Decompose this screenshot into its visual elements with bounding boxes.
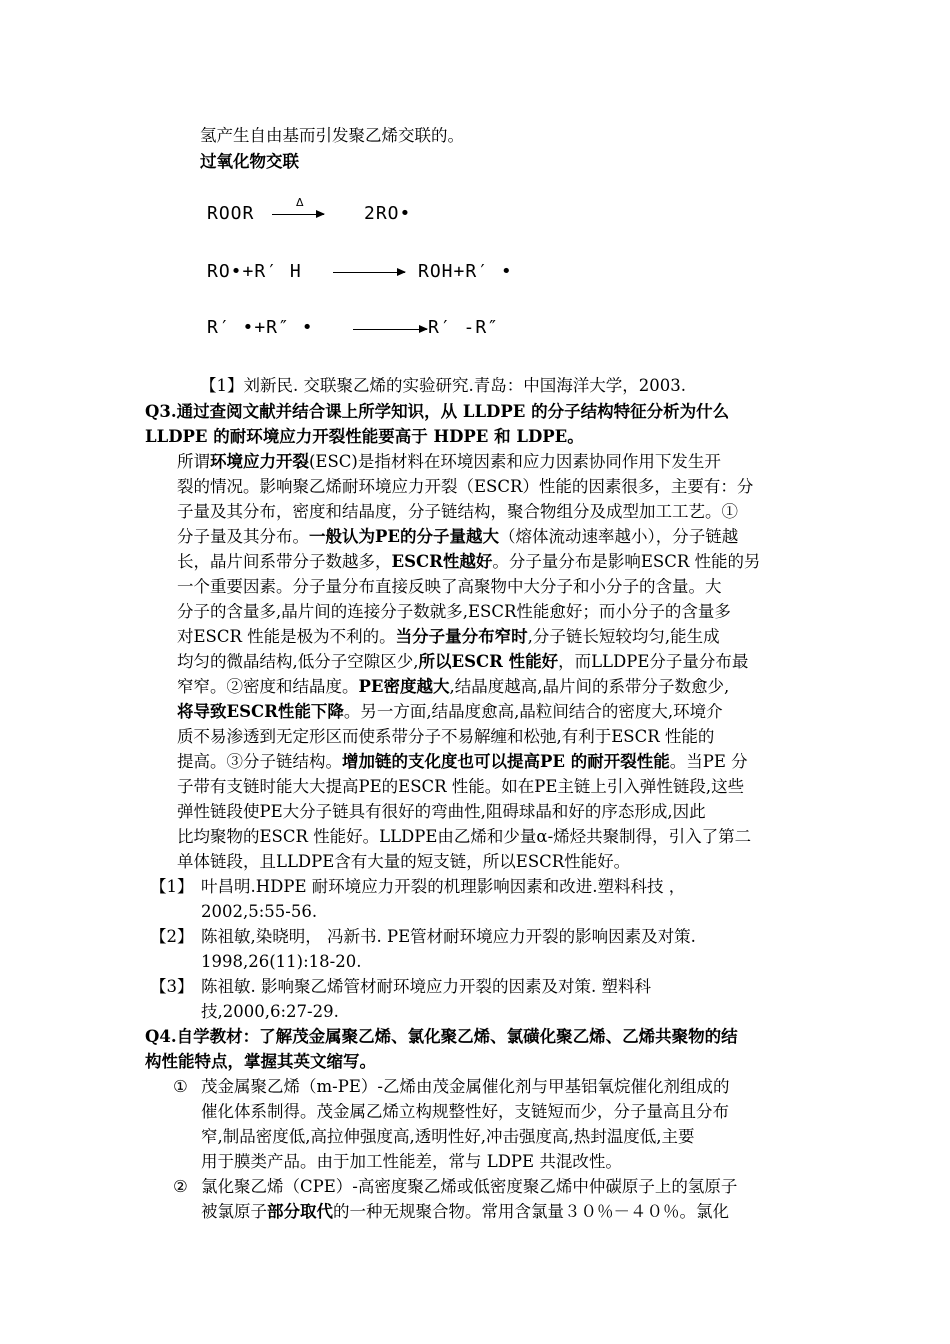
q4-item-line: 用于膜类产品。由于加工性能差，常与 LDPE 共混改性。	[201, 1152, 622, 1171]
q3-line: 单体链段，且LLDPE含有大量的短支链，所以ESCR性能好。	[177, 852, 631, 871]
q3-line: 将导致ESCR性能下降。另一方面,结晶度愈高,晶粒间结合的密度大,环境介	[177, 702, 723, 721]
eq1-arrow	[272, 214, 324, 215]
q3-line: 裂的情况。影响聚乙烯耐环境应力开裂（ESCR）性能的因素很多，主要有：分	[177, 477, 754, 496]
eq1-delta: Δ	[296, 196, 304, 209]
reference-1-line1: 叶昌明.HDPE 耐环境应力开裂的机理影响因素和改进.塑料科技 ，	[201, 877, 686, 896]
reference-2-line1: 陈祖敏,染晓明， 冯新书. PE管材耐环境应力开裂的影响因素及对策.	[201, 927, 696, 946]
reference-2-num: 【2】	[150, 927, 194, 946]
intro-line: 氢产生自由基而引发聚乙烯交联的。	[200, 126, 464, 145]
q3-title-line2: LLDPE 的耐环境应力开裂性能要高于 HDPE 和 LDPE。	[145, 427, 584, 446]
q4-item-line: 茂金属聚乙烯（m-PE）-乙烯由茂金属催化剂与甲基铝氧烷催化剂组成的	[201, 1077, 730, 1096]
eq2-left: RO•+R′ H	[207, 261, 302, 282]
eq3-right: R′ -R″	[428, 317, 500, 338]
eq2-right: ROH+R′ •	[418, 261, 513, 282]
q4-item-line: 被氯原子部分取代的一种无规聚合物。常用含氯量３０％－４０％。氯化	[201, 1202, 729, 1221]
q3-line: 一个重要因素。分子量分布直接反映了高聚物中大分子和小分子的含量。大	[177, 577, 722, 596]
q4-item-2-num: ②	[173, 1177, 188, 1196]
q3-line: 质不易渗透到无定形区而使系带分子不易解缠和松弛,有利于ESCR 性能的	[177, 727, 715, 746]
eq3-arrow	[353, 329, 427, 330]
eq1-right: 2RO•	[364, 203, 412, 224]
q3-line: 对ESCR 性能是极为不利的。当分子量分布窄时,分子链长短较均匀,能生成	[177, 627, 720, 646]
q4-item-line: 氯化聚乙烯（CPE）-高密度聚乙烯或低密度聚乙烯中仲碳原子上的氢原子	[201, 1177, 738, 1196]
q3-line: 子带有支链时能大大提高PE的ESCR 性能。如在PE主链上引入弹性链段,这些	[177, 777, 745, 796]
q3-line: 提高。③分子链结构。增加链的支化度也可以提高PE 的耐开裂性能。当PE 分	[177, 752, 748, 771]
reference-3-line1: 陈祖敏. 影响聚乙烯管材耐环境应力开裂的因素及对策. 塑料科	[201, 977, 651, 996]
q4-item-1-num: ①	[173, 1077, 188, 1096]
q4-item-line: 窄,制品密度低,高拉伸强度高,透明性好,冲击强度高,热封温度低,主要	[201, 1127, 695, 1146]
reference-3-num: 【3】	[150, 977, 194, 996]
q3-line: 比均聚物的ESCR 性能好。LLDPE由乙烯和少量α-烯烃共聚制得，引入了第二	[177, 827, 752, 846]
q3-line: 长，晶片间系带分子数越多，ESCR性越好。分子量分布是影响ESCR 性能的另	[177, 552, 761, 571]
q4-title-line2: 构性能特点，掌握其英文缩写。	[145, 1052, 376, 1071]
peroxide-heading: 过氧化物交联	[200, 152, 299, 171]
eq1-left: ROOR	[207, 203, 255, 224]
q4-title-line1: Q4.自学教材：了解茂金属聚乙烯、氯化聚乙烯、氯磺化聚乙烯、乙烯共聚物的结	[145, 1027, 738, 1046]
reference-3-line2: 技,2000,6:27-29.	[201, 1002, 339, 1021]
q4-item-line: 催化体系制得。茂金属乙烯立构规整性好，支链短而少，分子量高且分布	[201, 1102, 729, 1121]
reference-1-num: 【1】	[150, 877, 194, 896]
q3-line: 均匀的微晶结构,低分子空隙区少,所以ESCR 性能好，而LLDPE分子量分布最	[177, 652, 749, 671]
q3-line: 分子量及其分布。一般认为PE的分子量越大（熔体流动速率越小），分子链越	[177, 527, 739, 546]
q3-line: 弹性链段使PE大分子链具有很好的弯曲性,阻碍球晶和好的序态形成,因此	[177, 802, 706, 821]
q3-line: 分子的含量多,晶片间的连接分子数就多,ESCR性能愈好；而小分子的含量多	[177, 602, 731, 621]
q3-line: 所谓环境应力开裂(ESC)是指材料在环境因素和应力因素协同作用下发生开	[177, 452, 721, 471]
eq2-arrow	[333, 272, 405, 273]
q3-line: 窄窄。②密度和结晶度。PE密度越大,结晶度越高,晶片间的系带分子数愈少,	[177, 677, 730, 696]
q3-line: 子量及其分布，密度和结晶度，分子链结构，聚合物组分及成型加工工艺。①	[177, 502, 738, 521]
reference-1-line2: 2002,5:55-56.	[201, 902, 318, 921]
reference-2-line2: 1998,26(11):18-20.	[201, 952, 362, 971]
q3-title-line1: Q3.通过查阅文献并结合课上所学知识，从 LLDPE 的分子结构特征分析为什么	[145, 402, 730, 421]
reference-top: 【1】刘新民. 交联聚乙烯的实验研究.青岛：中国海洋大学，2003.	[200, 376, 686, 395]
eq3-left: R′ •+R″ •	[207, 317, 314, 338]
